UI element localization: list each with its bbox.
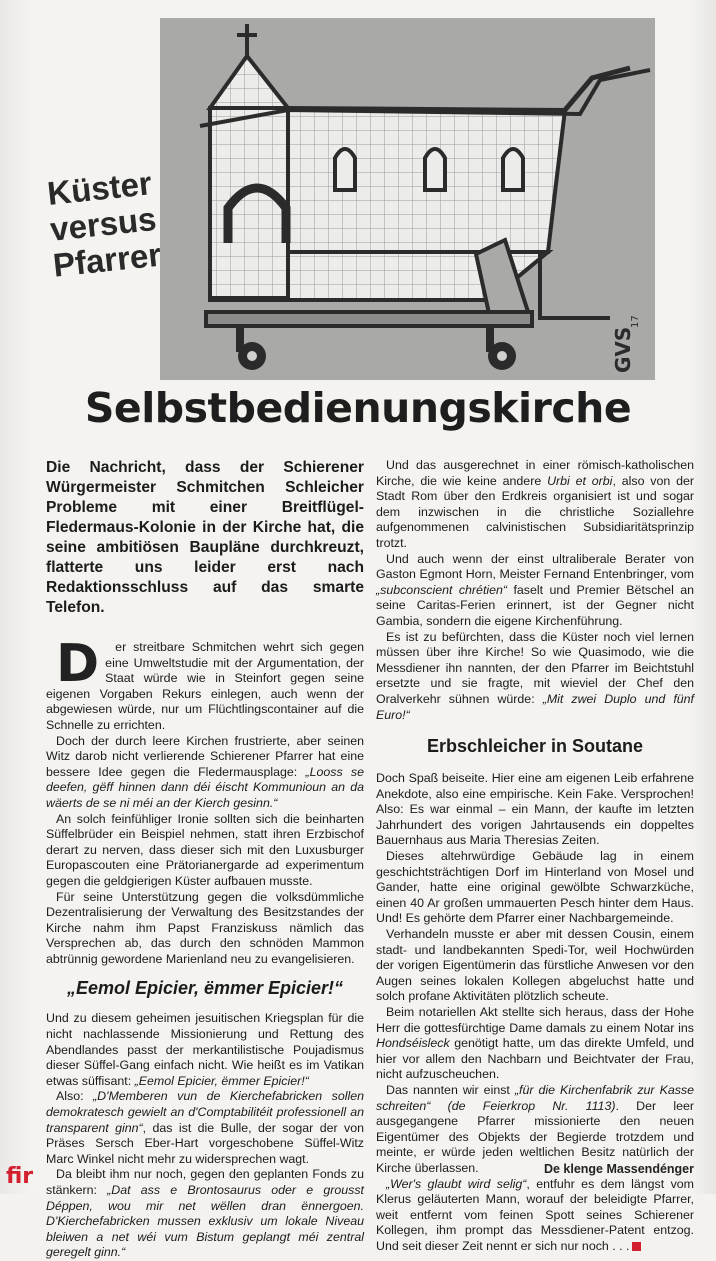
subheading: „Eemol Epicier, ëmmer Epicier!“ [66, 978, 344, 999]
body-paragraph: Doch der durch leere Kirchen frustrierte, aber seinen Witz darob nicht verlierende Schierener Pfarrer hat eine bessere Idee gegen die Fledermausplage: „Looss se deefen, gëff hinnen dann déi éischt Kommunioun an da wäerts de se ni méi an der Kierch gesinn.“ [46, 733, 364, 810]
footer-author: De klenge Massendénger [543, 1162, 694, 1176]
church-tower [210, 56, 288, 298]
body-paragraph: Und zu diesem geheimen jesuitischen Kriegsplan für die nicht nachlassende Missionierung und Rettung des Abendlandes passt der merkantilistische Poujadismus dieser Süffel-Gang einfach nicht. Wie heißt es im Vatikan etwas süffisant: „Eemol Epicier, ëmmer Epicier!“ [46, 1011, 364, 1088]
lead-paragraph: Die Nachricht, dass der Schierener Würgermeister Schmitchen Schleicher Probleme mit einer Breitflügel-Fledermaus-Kolonie in der Kirche hat, die seine ambitiösen Baupläne durchkreuzt, flatterte uns leider erst nach Redaktionsschluss auf das smarte Telefon. [46, 459, 364, 616]
body-paragraph: Also: „D'Memberen vun de Kierchefabricken sollen demokratesch gewielt an d'Comptabilitéit professionell an transparent ginn“, das ist die Bulle, der sogar der von Präses Sersch Eber-Hart vorgeschobene Süffel-Witz Marc Winkel nicht mehr zu widersprechen wagt. [46, 1089, 365, 1166]
body-paragraph: Da bleibt ihm nur noch, gegen den geplanten Fonds zu stänkern: „Dat ass e Brontosaurus oder e grousst Déppen, wou mir net wëllen dran ënnergoen. D'Kierchefabricken mussen exklusiv um lokale Niveau bleiwen a net wéi vum Bistum geplangt méi zentral geregelt ginn.“ [46, 1167, 364, 1260]
end-of-article-mark [632, 1242, 641, 1251]
footer-section-label: fir [6, 1164, 34, 1189]
body-paragraph: Verhandeln musste er aber mit dessen Cousin, einem stadt- und landbekannten Spedi-Tor, weil Hochwürden der vorigen Eigentümerin das fürstliche Anwesen vor den Augen seines lokalen Kollegen abgeluchst hatte und solch profane Aktivitäten plötzlich scheute. [376, 927, 694, 1004]
page-title: Selbstbedienungskirche [84, 384, 632, 432]
article-column-left [46, 458, 364, 1261]
subheading: Erbschleicher in Soutane [426, 736, 644, 757]
article-column-right [376, 458, 694, 1255]
kicker-title [28, 163, 179, 285]
body-paragraph: Das nannten wir einst „für die Kirchenfabrik zur Kasse schreiten“ (de Feierkrop Nr. 1113). Der leer ausgegangene Pfarrer missionierte den neuen Eigentümer des Objekts der Begierde trotzdem und meinte, er würde jeden weltlichen Besitz natürlich der Kirche überlassen. [376, 1082, 695, 1175]
body-paragraph: Beim notariellen Akt stellte sich heraus, dass der Hohe Herr die gottesfürchtige Dame damals zu einem Notar ins Hondséisleck genötigt hatte, um das direkte Umfeld, und hier vor allem den Nachbarn und Beichtvater der Frau, nicht aufzuscheuchen. [376, 1005, 694, 1082]
body-paragraph: Für seine Unterstützung gegen die volksdümmliche Dezentralisierung der Verwaltung des Besitzstandes der Kirche nahm ihm Papst Franziskuss nämlich das Versprechen ab, das durch den schnöden Mammon abtrünnig gewordene Marienland neu zu evangelisieren. [46, 889, 364, 966]
drop-cap: D [56, 634, 100, 694]
kicker-line-3: Pfarrer [51, 235, 163, 284]
artist-year: 17 [630, 315, 641, 328]
body-paragraph: „Wer's glaubt wird selig“, entfuhr es dem längst vom Klerus geläuterten Mann, worauf der beleidigte Pfarrer, weit entfernt vom feinen Spott seines Schierener Kollegen, ihm prompt das Messdiener-Patent entzog. Und seit dieser Zeit nennt er sich nur noch . . . [376, 1176, 694, 1253]
body-paragraph: Und das ausgerechnet in einer römisch-katholischen Kirche, die wie keine andere Urbi et orbi, also von der Stadt Rom über den Erdkreis organisiert ist und sogar dem inzwischen in die christliche Soziallehre aufgenommenen calvinistischen Subsidiaritätsprinzip trotzt. [376, 458, 695, 550]
body-paragraph: Doch Spaß beiseite. Hier eine am eigenen Leib erfahrene Anekdote, also eine empirische. Kein Fake. Versprochen! Also: Es war einmal – ein Mann, der kaufte im letzten Jahrhundert des vorigen Jahrtausends ein doppeltes Bauernhaus aus Maria Theresias Zeiten. [376, 771, 694, 848]
kicker-line-2: versus [48, 199, 159, 248]
body-paragraph: Und auch wenn der einst ultraliberale Berater von Gaston Egmont Horn, Meister Fernand Entenbringer, vom „subconscient chrétien“ faselt und Premier Bëtschel an seine Caritas-Ferien erinnert, ist der Gegner nicht Gambia, sondern die eigene Kirchenführung. [376, 551, 694, 628]
body-paragraph: D er streitbare Schmitchen wehrt sich gegen eine Umweltstudie mit der Argumentation, der Staat würde wie in Steinfort gegen seine eigenen Vorgaben Rekurs einlegen, auch wenn der abgewiesen würde, nur um Flüchtlingscontainer auf die Schnelle zu errichten. [46, 634, 364, 732]
shopping-cart-church-illustration [160, 18, 655, 380]
kicker-line-1: Küster [45, 164, 154, 212]
body-paragraph: Es ist zu befürchten, dass die Küster noch viel lernen müssen über ihre Kirche! So wie Quasimodo, wie die Messdiener ihn nannten, der den Pfarrer im Beichtstuhl ersetzte und sie fragte, mit wieviel der Chef den Oralverkehr sühnen würde: „Mit zwei Duplo und fünf Euro!“ [376, 629, 694, 722]
body-paragraph: An solch feinfühliger Ironie sollten sich die beinharten Süffelbrüder ein Beispiel nehmen, statt ihren Erzbischof derart zu nerven, dass dieser sich mit den Luxusburger Europascouten eine Prätorianergarde ad experimentum gegen die geldgierigen Küster aufbauen musste. [46, 811, 364, 888]
artist-signature: GVS [611, 326, 635, 373]
body-paragraph: Dieses altehrwürdige Gebäude lag in einem geschichtsträchtigen Dorf im Hinterland von Mosel und Gander, hatte eine original gewölbte Schwarzküche, einen 40 Ar großen ummauerten Pesch hinter dem Haus. Und! Es gehörte dem Pfarrer einer Nachbargemeinde. [376, 849, 694, 926]
